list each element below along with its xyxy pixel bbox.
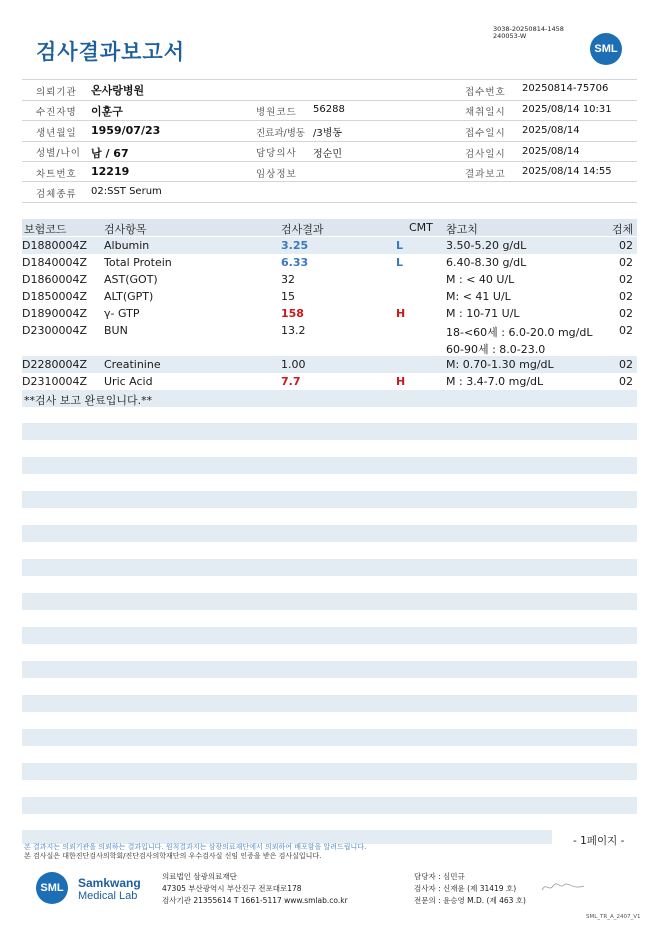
label-physician: 담당의사: [256, 148, 297, 159]
signature-icon: [540, 880, 586, 894]
col-result: 검사결과: [281, 223, 324, 236]
label-result-report: 결과보고: [465, 169, 506, 180]
receipt-number: 20250814-75706: [522, 83, 609, 94]
test-date: 2025/08/14: [522, 146, 580, 157]
row-code: D1890004Z: [22, 307, 87, 320]
row-flag: L: [396, 239, 404, 252]
sml-logo: SML: [590, 33, 622, 65]
page-number: - 1페이지 -: [573, 835, 625, 847]
label-department-ward: 진료과/병동: [256, 128, 306, 139]
patient-name: 이훈구: [91, 105, 123, 118]
lab-name-line2: Medical Lab: [78, 890, 138, 902]
empty-row-stripe: [22, 525, 637, 542]
table-row: [22, 390, 637, 407]
staff-tester: 검사자 : 신재윤 (제 31419 호): [414, 884, 517, 893]
row-reference: M: 0.70-1.30 mg/dL: [446, 358, 554, 371]
row-reference: M: < 41 U/L: [446, 290, 511, 303]
notice-certification: 본 검사실은 대한진단검사의학회/진단검사의학재단의 우수검사실 신임 인증을 받은 검사실입니다.: [24, 852, 322, 860]
label-chart-number: 차트번호: [36, 169, 77, 180]
row-item: AST(GOT): [104, 273, 158, 286]
col-insurance-code: 보험코드: [24, 223, 67, 236]
specimen-type: 02:SST Serum: [91, 186, 162, 197]
row-item: Total Protein: [104, 256, 172, 269]
label-hospital-code: 병원코드: [256, 107, 297, 118]
empty-row-stripe: [22, 457, 637, 474]
row-item: Creatinine: [104, 358, 161, 371]
label-clinical-info: 임상정보: [256, 169, 297, 180]
row-divider: [22, 120, 637, 121]
row-specimen: 02: [619, 375, 633, 388]
row-code: D1840004Z: [22, 256, 87, 269]
notice-result-copy: 본 결과지는 의뢰기관을 의뢰하는 결과입니다. 원칙결과지는 삼광의료재단에서 의뢰하여 배포함을 알려드립니다.: [24, 843, 367, 851]
table-row: [22, 373, 637, 390]
row-code: D1860004Z: [22, 273, 87, 286]
empty-row-stripe: [22, 593, 637, 610]
row-divider: [22, 181, 637, 182]
row-flag: H: [396, 375, 406, 388]
table-row: [22, 254, 637, 271]
row-specimen: 02: [619, 358, 633, 371]
table-row: [22, 288, 637, 305]
table-row: [22, 356, 637, 373]
empty-row-stripe: [22, 797, 637, 814]
row-specimen: 02: [619, 256, 633, 269]
organization-contact: 검사기관 21355614 T 1661-5117 www.smlab.co.kr: [162, 896, 348, 905]
row-result: 6.33: [281, 256, 309, 269]
empty-row-stripe: [22, 627, 637, 644]
label-patient-name: 수진자명: [36, 107, 77, 118]
physician: 정순민: [313, 149, 342, 160]
row-code: D2300004Z: [22, 324, 87, 337]
row-result: 158: [281, 307, 304, 320]
results-table-header: [22, 219, 637, 236]
completion-note: **검사 보고 완료입니다.**: [24, 394, 153, 407]
department-ward: /3병동: [313, 128, 343, 139]
table-row: [22, 322, 637, 339]
row-flag: L: [396, 256, 404, 269]
row-result: 3.25: [281, 239, 309, 252]
empty-row-stripe: [22, 729, 637, 746]
empty-row-stripe: [22, 559, 637, 576]
row-reference: M : < 40 U/L: [446, 273, 515, 286]
row-divider: [22, 141, 637, 142]
row-reference: 18-<60세 : 6.0-20.0 mg/dL: [446, 326, 593, 339]
header-divider: [22, 202, 637, 203]
row-specimen: 02: [619, 307, 633, 320]
row-reference: 6.40-8.30 g/dL: [446, 256, 527, 269]
row-item: ALT(GPT): [104, 290, 154, 303]
row-result: 1.00: [281, 358, 306, 371]
table-row: [22, 271, 637, 288]
empty-row-stripe: [22, 695, 637, 712]
label-receipt-date: 접수일시: [465, 128, 506, 139]
row-code: D2280004Z: [22, 358, 87, 371]
col-test-item: 검사항목: [104, 223, 147, 236]
row-specimen: 02: [619, 290, 633, 303]
empty-row-stripe: [22, 423, 637, 440]
table-row: [22, 237, 637, 254]
staff-info: [414, 871, 526, 907]
form-code: SML_TR_A_2407_V1: [586, 914, 641, 920]
row-result: 13.2: [281, 324, 306, 337]
collection-datetime: 2025/08/14 10:31: [522, 104, 612, 115]
organization-address: 47305 부산광역시 부산진구 전포대로178: [162, 884, 302, 893]
col-cmt: CMT: [409, 221, 433, 234]
col-specimen: 검체: [612, 223, 634, 236]
requesting-institution: 온사랑병원: [91, 84, 145, 97]
organization-info: [162, 871, 348, 907]
birth-date: 1959/07/23: [91, 124, 161, 137]
empty-row-stripe: [22, 491, 637, 508]
staff-specialist: 전문의 : 윤승영 M.D. (제 463 호): [414, 896, 526, 905]
label-collection-datetime: 채취일시: [465, 107, 506, 118]
row-reference: M : 10-71 U/L: [446, 307, 520, 320]
label-receipt-number: 접수번호: [465, 87, 506, 98]
row-specimen: 02: [619, 273, 633, 286]
label-requesting-institution: 의뢰기관: [36, 87, 77, 98]
sex-age: 남 / 67: [91, 147, 129, 160]
row-item: γ- GTP: [104, 307, 140, 320]
row-result: 32: [281, 273, 295, 286]
sml-footer-logo: SML: [36, 872, 68, 904]
lab-name-line1: Samkwang: [78, 876, 141, 890]
row-result: 15: [281, 290, 295, 303]
table-row-continued: [22, 339, 637, 356]
row-item: Uric Acid: [104, 375, 153, 388]
row-divider: [22, 161, 637, 162]
chart-number: 12219: [91, 165, 130, 178]
header-divider: [22, 79, 637, 80]
row-specimen: 02: [619, 324, 633, 337]
empty-row-stripe: [22, 763, 637, 780]
row-code: D2310004Z: [22, 375, 87, 388]
row-reference: M : 3.4-7.0 mg/dL: [446, 375, 544, 388]
staff-manager: 담당자 : 심민규: [414, 872, 465, 881]
label-test-date: 검사일시: [465, 149, 506, 160]
hospital-code: 56288: [313, 104, 345, 115]
row-reference: 3.50-5.20 g/dL: [446, 239, 527, 252]
row-flag: H: [396, 307, 406, 320]
row-reference-extra: 60-90세 : 8.0-23.0: [446, 343, 546, 356]
empty-row-stripe: [22, 661, 637, 678]
row-specimen: 02: [619, 239, 633, 252]
col-reference: 참고치: [446, 223, 478, 236]
result-report-datetime: 2025/08/14 14:55: [522, 166, 612, 177]
table-row: [22, 305, 637, 322]
report-title: 검사결과보고서: [36, 40, 186, 64]
receipt-date: 2025/08/14: [522, 125, 580, 136]
row-result: 7.7: [281, 375, 301, 388]
document-id: 3038-20250814-1458 240053-W: [493, 25, 564, 40]
row-divider: [22, 100, 637, 101]
label-specimen-type: 검체종류: [36, 189, 77, 200]
organization-name: 의료법인 삼광의료재단: [162, 872, 237, 881]
row-code: D1850004Z: [22, 290, 87, 303]
label-birth-date: 생년월일: [36, 128, 77, 139]
row-item: Albumin: [104, 239, 150, 252]
row-code: D1880004Z: [22, 239, 87, 252]
label-sex-age: 성별/나이: [36, 148, 81, 159]
row-item: BUN: [104, 324, 128, 337]
